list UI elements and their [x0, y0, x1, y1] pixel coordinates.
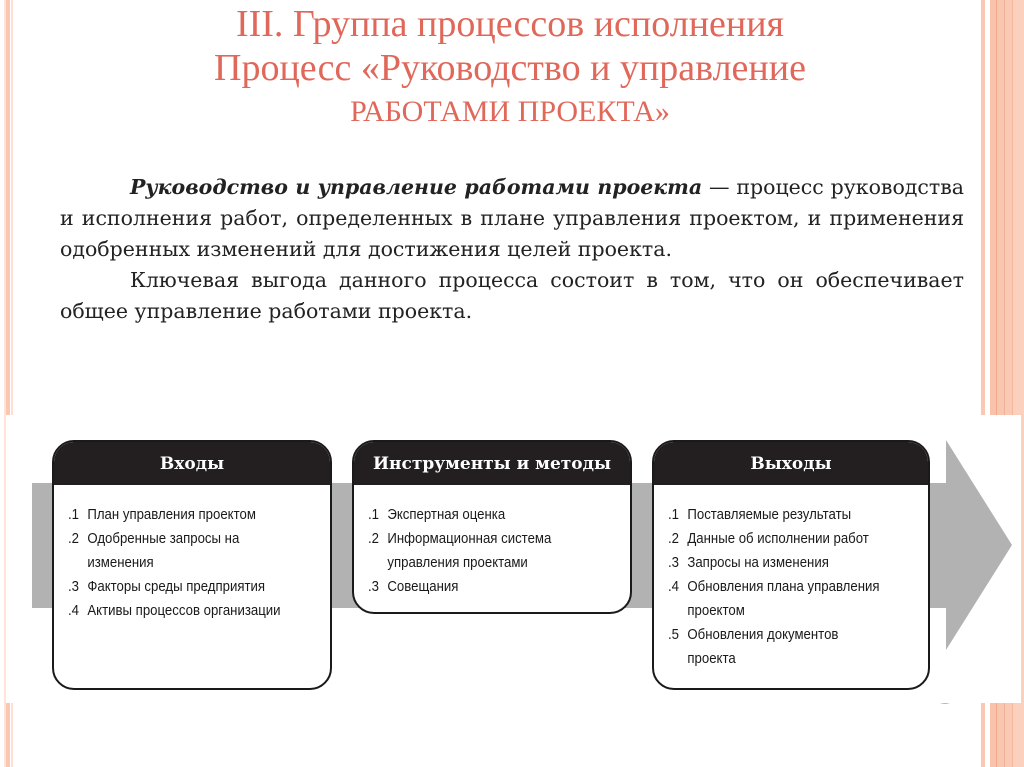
flow-arrow-head-icon — [946, 440, 1012, 650]
tools-box — [352, 440, 632, 614]
list-item: .3 Совещания — [368, 578, 459, 595]
inputs-header: Входы — [54, 442, 330, 485]
list-item: .4 Активы процессов организации — [68, 602, 281, 619]
list-item: .1 Экспертная оценка — [368, 506, 506, 523]
benefit-paragraph: Ключевая выгода данного процесса состоит в том, что он обеспечивает общее управление работами проекта. — [60, 268, 964, 323]
outputs-list — [654, 485, 928, 671]
outputs-header: Выходы — [654, 442, 928, 485]
list-item: .1 Поставляемые результаты — [668, 506, 852, 523]
title-line-3: РАБОТАМИ ПРОЕКТА» — [350, 95, 670, 128]
list-item: .4 Обновления плана управления проектом — [668, 578, 880, 619]
slide-body-text — [60, 172, 964, 327]
slide-title — [60, 2, 960, 134]
list-item: .2 Данные об исполнении работ — [668, 530, 869, 547]
inputs-list — [54, 485, 330, 623]
list-item: .2 Информационная система управления проектами — [368, 530, 552, 571]
tools-list — [354, 485, 630, 599]
definition-text: — процесс руководства и исполнения работ, определенных в плане управления проектом, и применения одобренных изменений для достижения целей проекта. — [60, 175, 965, 261]
inputs-box — [52, 440, 332, 690]
title-line-1: III. Группа процессов исполнения — [235, 3, 785, 45]
tools-header: Инструменты и методы — [354, 442, 630, 485]
list-item: .5 Обновления документов проекта — [668, 626, 839, 667]
definition-paragraph — [60, 172, 964, 265]
list-item: .3 Запросы на изменения — [668, 554, 829, 571]
ito-diagram — [6, 415, 1021, 703]
list-item: .1 План управления проектом — [68, 506, 256, 523]
list-item: .2 Одобренные запросы на изменения — [68, 530, 240, 571]
definition-term: Руководство и управление работами проекта — [130, 175, 703, 199]
list-item: .3 Факторы среды предприятия — [68, 578, 266, 595]
outputs-box — [652, 440, 930, 690]
title-line-2: Процесс «Руководство и управление — [214, 47, 806, 89]
